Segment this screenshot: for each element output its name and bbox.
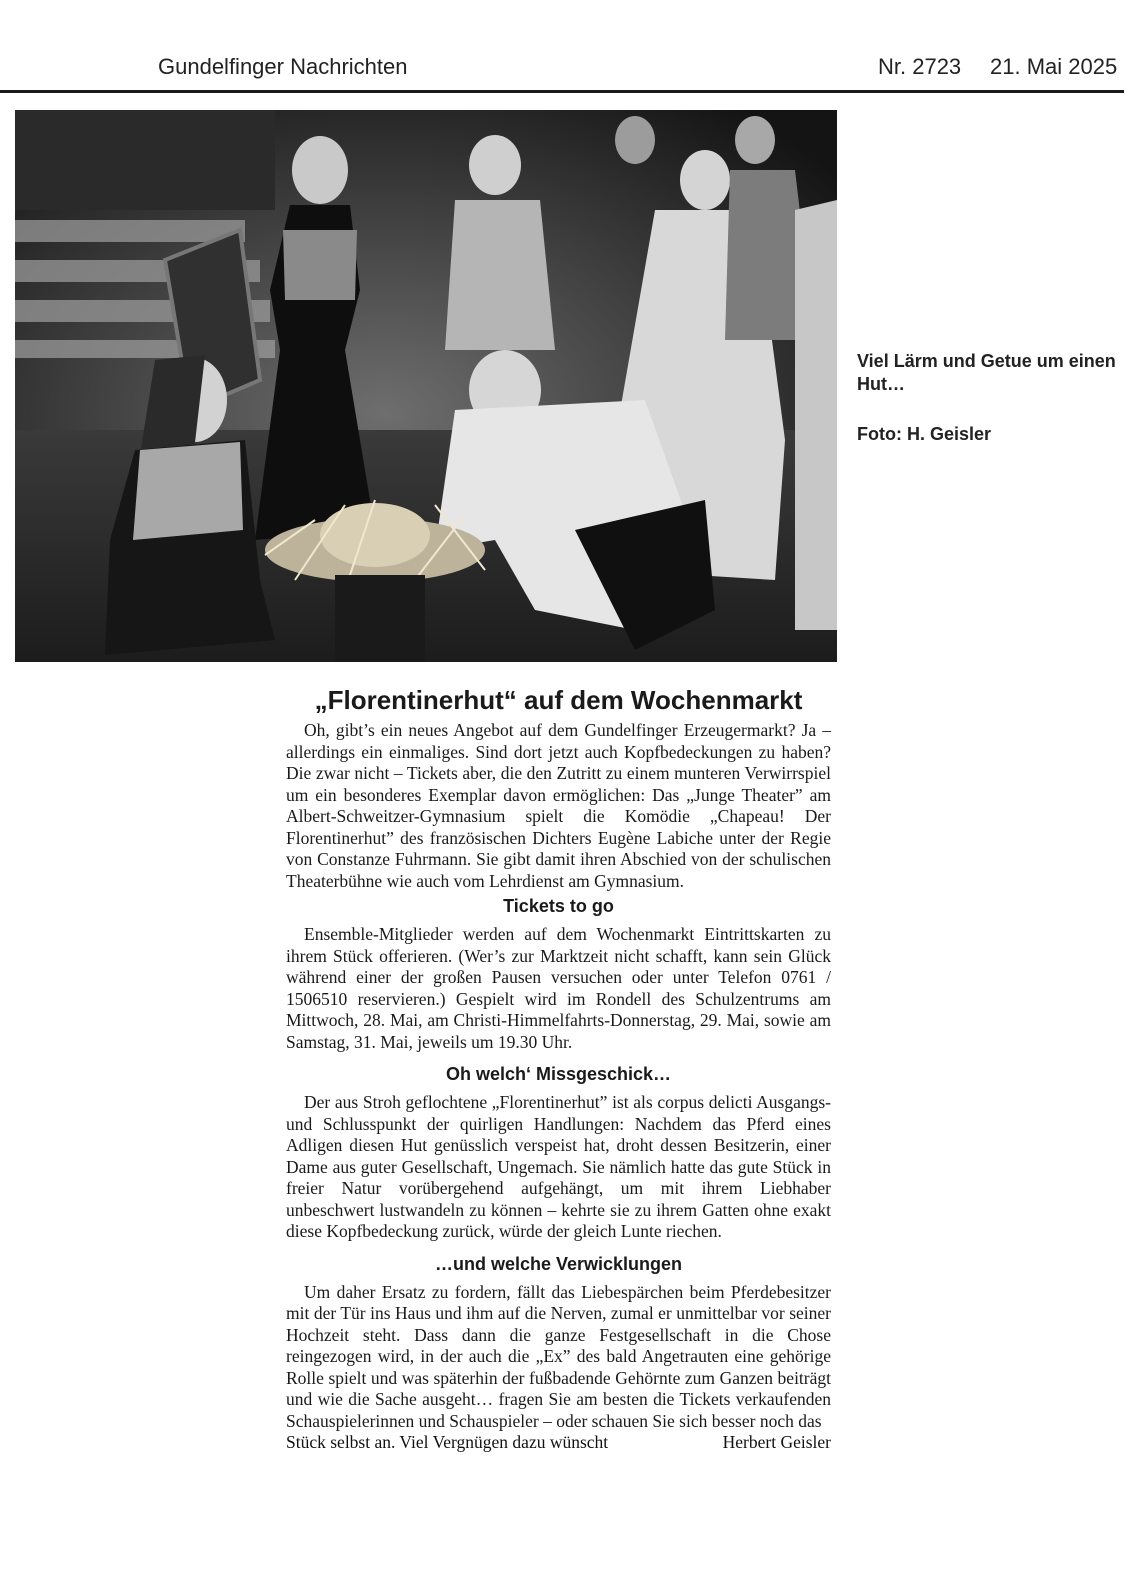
issue-number: Nr. 2723 (878, 54, 962, 79)
section-paragraph: Ensemble-Mitglieder werden auf dem Wochenmarkt Eintrittskarten zu ihrem Stück offerieren. (Wer’s zur Marktzeit nicht schafft, kann sein Glück während einer der großen Pausen versuchen oder unter Telefon 0761 / 1506510 reservieren.) Gespielt wird im Rondell des Schulzentrums am Mittwoch, 28. Mai, am Christi-Himmelfahrts-Donnerstag, 29. Mai, sowie am Samstag, 31. Mai, jeweils um 19.30 Uhr. (286, 924, 831, 1052)
article-headline: „Florentinerhut“ auf dem Wochenmarkt (314, 685, 803, 715)
section-heading: …und welche Verwicklungen (434, 1253, 683, 1274)
article (286, 684, 831, 1454)
newspaper-name: Gundelfinger Nachrichten (158, 54, 408, 79)
issue-date: 21. Mai 2025 (990, 54, 1118, 79)
closing-text: Stück selbst an. Viel Vergnügen dazu wünscht (286, 1432, 609, 1452)
section-heading: Tickets to go (503, 896, 614, 916)
newspaper-header (0, 50, 1124, 93)
section-paragraph: Um daher Ersatz zu fordern, fällt das Liebespärchen beim Pferdebesitzer mit der Tür ins Haus und ihm auf die Nerven, zumal er unmittelbar vor seiner Hochzeit steht. Dass dann die ganze Festgesellschaft in die Chose reingezogen wird, in der auch die „Ex” des bald Angetrauten eine gehörige Rolle spielt und was späterhin der fußbadende Gehörnte zum Ganzen beiträgt und wie die Sache ausgeht… fragen Sie am besten die Tickets verkaufenden Schauspielerinnen und Schauspieler – oder schauen Sie sich besser noch das (286, 1281, 831, 1431)
theater-photo (15, 110, 837, 662)
article-intro: Oh, gibt’s ein neues Angebot auf dem Gundelfinger Erzeugermarkt? Ja – allerdings ein einmaliges. Sind dort jetzt auch Kopfbedeckungen zu haben? Die zwar nicht – Tickets aber, die den Zutritt zu einem munteren Verwirrspiel um ein besonderes Exemplar davon ermöglichen: Das „Junge Theater” am Albert-Schweitzer-Gymnasium spielt die Komödie „Chapeau! Der Florentinerhut” des französischen Dichters Eugène Labiche unter der Regie von Constanze Fuhrmann. Sie gibt damit ihren Abschied von der schulischen Theaterbühne wie auch vom Lehrdienst am Gymnasium. (286, 720, 831, 891)
caption-text: Viel Lärm und Getue um einen Hut… (857, 351, 1116, 394)
closing-line (286, 1432, 831, 1454)
photo-caption (857, 350, 1117, 446)
section-heading: Oh welch‘ Missgeschick… (445, 1064, 672, 1084)
author-byline: Herbert Geisler (722, 1432, 831, 1452)
section-paragraph: Der aus Stroh geflochtene „Florentinerhut” ist als corpus delicti Ausgangs- und Schlusspunkt der quirligen Handlungen: Nachdem das Pferd eines Adligen diesen Hut genüsslich verspeist hat, droht dessen Besitzerin, einer Dame aus guter Gesellschaft, Ungemach. Sie nämlich hatte das gute Stück in freier Natur vorübergehend aufgehängt, um mit ihrem Liebhaber unbeschwert lustwandeln zu können – kehrte sie zu ihrem Gatten ohne exakt diese Kopfbedeckung zurück, würde der gleich Lunte riechen. (286, 1092, 831, 1241)
theater-photo-icon (15, 110, 837, 662)
photo-credit: Foto: H. Geisler (857, 424, 992, 444)
